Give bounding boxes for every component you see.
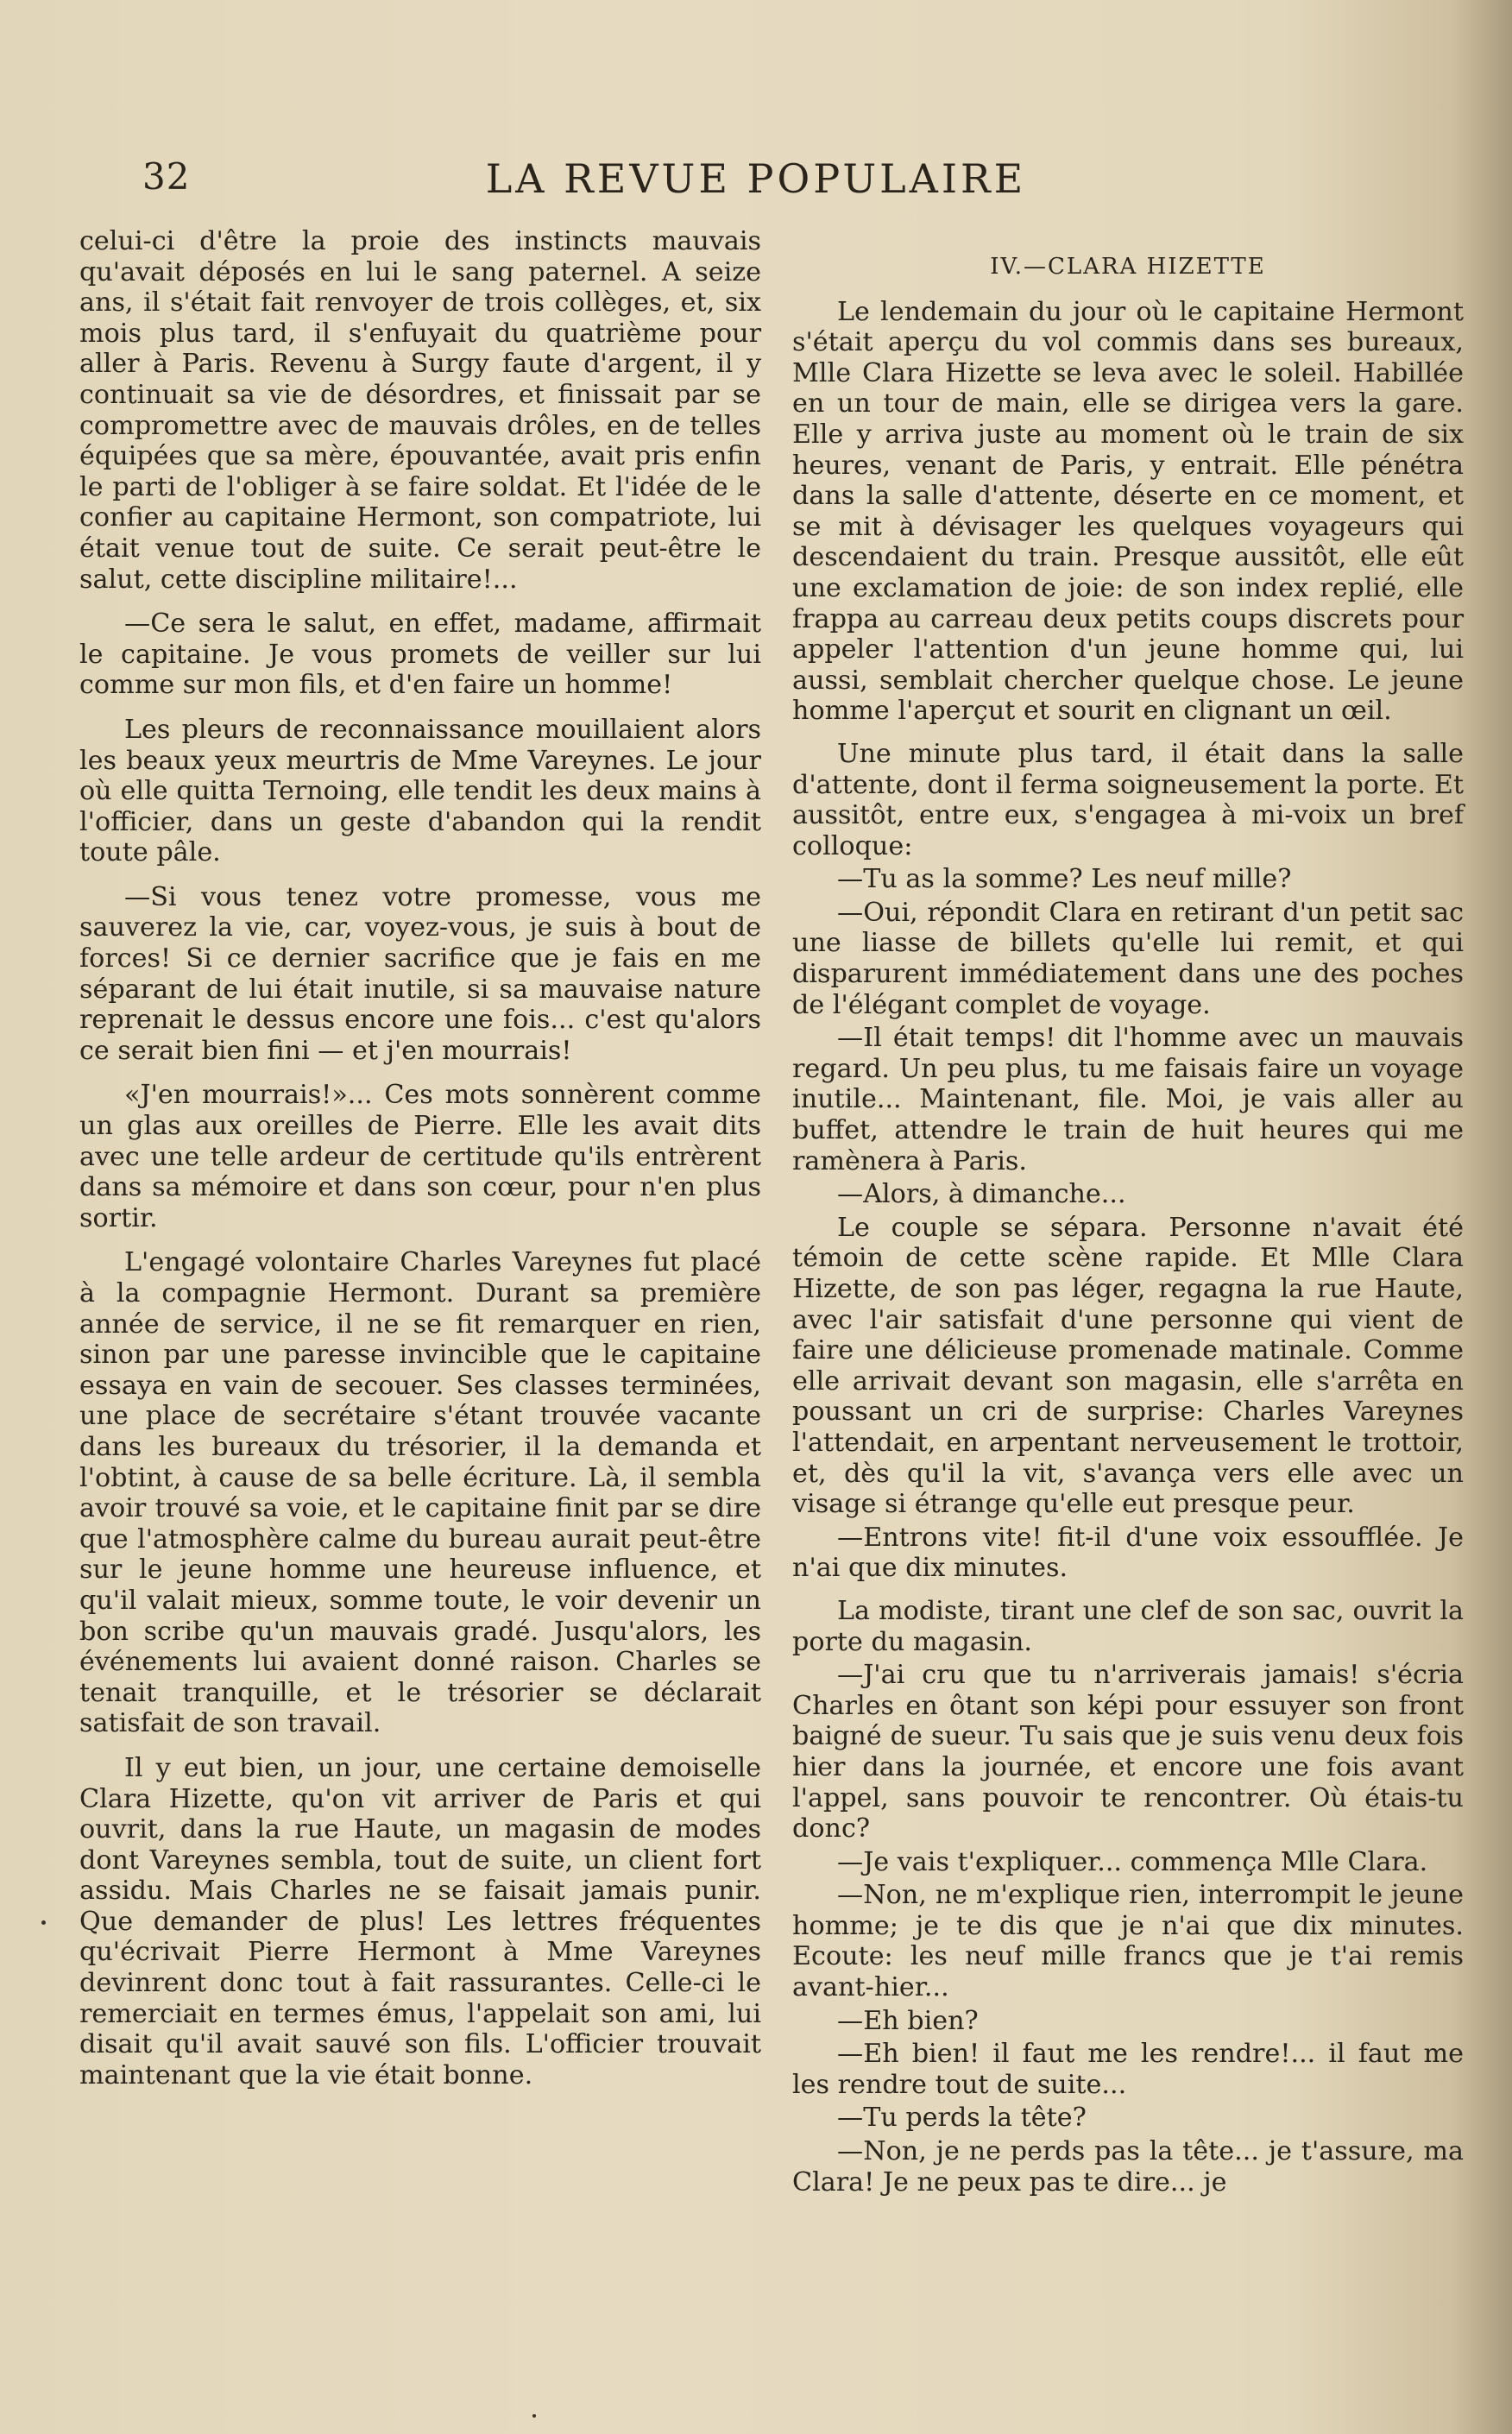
paragraph: Le couple se sépara. Personne n'avait été témoin de cette scène rapide. Et Mlle Clara Hizette, de son pas léger, regagna la rue Haute, avec l'air satisfait d'une personne qui vient de faire une délicieuse promenade matinale. Comme elle arrivait devant son magasin, elle s'arrêta en poussant un cri de surprise: Charles Vareynes l'attendait, en arpentant nerveusement le trottoir, et, dès qu'il la vit, s'avança vers elle avec un visage si étrange qu'elle eut presque peur. — [792, 1212, 1464, 1520]
dialogue-line: —Oui, répondit Clara en retirant d'un petit sac une liasse de billets qu'elle lui remit, et qui disparurent immédiatement dans une des poches de l'élégant complet de voyage. — [792, 897, 1464, 1020]
paragraph: Le lendemain du jour où le capitaine Hermont s'était aperçu du vol commis dans ses bureaux, Mlle Clara Hizette se leva avec le soleil. Habillée en un tour de main, elle se dirigea vers la gare. Elle y arriva juste au moment où le train de six heures, venant de Paris, y entrait. Elle pénétra dans la salle d'attente, déserte en ce moment, et se mit à dévisager les quelques voyageurs qui descendaient du train. Presque aussitôt, elle eût une exclamation de joie: de son index replié, elle frappa au carreau deux petits coups discrets pour appeler l'attention d'un jeune homme qui, lui aussi, semblait chercher quelque chose. Le jeune homme l'aperçut et sourit en clignant un œil. — [792, 296, 1464, 727]
paragraph: La modiste, tirant une clef de son sac, ouvrit la porte du magasin. — [792, 1595, 1464, 1657]
paragraph: Une minute plus tard, il était dans la salle d'attente, dont il ferma soigneusement la porte. Et aussitôt, entre eux, s'engagea à mi-voix un bref colloque: — [792, 738, 1464, 861]
section-title: IV.—CLARA HIZETTE — [990, 254, 1266, 280]
page-number: 32 — [142, 155, 191, 198]
dialogue-line: —Eh bien! il faut me les rendre!... il faut me les rendre tout de suite... — [792, 2039, 1464, 2100]
paragraph: Il y eut bien, un jour, une certaine demoiselle Clara Hizette, qu'on vit arriver de Paris et qui ouvrit, dans la rue Haute, un magasin de modes dont Vareynes sembla, tout de suite, un client fort assidu. Mais Charles ne se faisait jamais punir. Que demander de plus! Les lettres fréquentes qu'écrivait Pierre Hermont à Mme Vareynes devinrent donc tout à fait rassurantes. Celle-ci le remerciait en termes émus, l'appelait son ami, lui disait qu'il avait sauvé son fils. L'officier trouvait maintenant que la vie était bonne. — [79, 1752, 761, 2090]
dialogue-line: —Non, ne m'explique rien, interrompit le jeune homme; je te dis que je n'ai que dix minutes. Ecoute: les neuf mille francs que je t'ai remis avant-hier... — [792, 1880, 1464, 2003]
dialogue-line: —Tu as la somme? Les neuf mille? — [837, 864, 1292, 895]
running-title: LA REVUE POPULAIRE — [485, 155, 1027, 202]
dialogue-line: —Non, je ne perds pas la tête... je t'assure, ma Clara! Je ne peux pas te dire... je — [792, 2136, 1464, 2198]
print-speck — [41, 1920, 46, 1925]
dialogue-paragraph: —Si vous tenez votre promesse, vous me sauverez la vie, car, voyez-vous, je suis à bout de forces! Si ce dernier sacrifice que je fais en me séparant de lui était inutile, si sa mauvaise nature reprenait le dessus encore une fois... c'est qu'alors ce serait bien fini — et j'en mourrais! — [79, 881, 761, 1066]
dialogue-line: —Tu perds la tête? — [837, 2103, 1087, 2134]
paragraph: celui-ci d'être la proie des instincts mauvais qu'avait déposés en lui le sang paternel. A seize ans, il s'était fait renvoyer de trois collèges, et, six mois plus tard, il s'enfuyait du quatrième pour aller à Paris. Revenu à Surgy faute d'argent, il y continuait sa vie de désordres, et finissait par se compromettre avec de mauvais drôles, en de telles équipées que sa mère, épouvantée, avait pris enfin le parti de l'obliger à se faire soldat. Et l'idée de le confier au capitaine Hermont, son compatriote, lui était venue tout de suite. Ce serait peut-être le salut, cette discipline militaire!... — [79, 226, 761, 595]
dialogue-paragraph: —Ce sera le salut, en effet, madame, affirmait le capitaine. Je vous promets de veiller sur lui comme sur mon fils, et d'en faire un homme! — [79, 608, 761, 701]
dialogue-line: —Eh bien? — [837, 2005, 979, 2036]
paragraph: L'engagé volontaire Charles Vareynes fut placé à la compagnie Hermont. Durant sa première année de service, il ne se fit remarquer en rien, sinon par une paresse invincible que le capitaine essaya en vain de secouer. Ses classes terminées, une place de secrétaire s'étant trouvée vacante dans les bureaux du trésorier, il la demanda et l'obtint, à cause de sa belle écriture. Là, il sembla avoir trouvé sa voie, et le capitaine finit par se dire que l'atmosphère calme du bureau aurait peut-être sur le jeune homme une heureuse influence, et qu'il valait mieux, somme toute, le voir devenir un bon scribe qu'un mauvais gradé. Jusqu'alors, les événements lui avaient donné raison. Charles se tenait tranquille, et le trésorier se déclarait satisfait de son travail. — [79, 1247, 761, 1739]
page-header — [0, 155, 1512, 207]
dialogue-line: —Je vais t'expliquer... commença Mlle Clara. — [837, 1846, 1428, 1877]
dialogue-line: —Il était temps! dit l'homme avec un mauvais regard. Un peu plus, tu me faisais faire un voyage inutile... Maintenant, file. Moi, je vais aller au buffet, attendre le train de huit heures qui me ramènera à Paris. — [792, 1023, 1464, 1176]
paragraph: Les pleurs de reconnaissance mouillaient alors les beaux yeux meurtris de Mme Vareynes. Le jour où elle quitta Ternoing, elle tendit les deux mains à l'officier, dans un geste d'abandon qui la rendit toute pâle. — [79, 714, 761, 868]
dialogue-line: —J'ai cru que tu n'arriverais jamais! s'écria Charles en ôtant son képi pour essuyer son front baigné de sueur. Tu sais que je suis venu deux fois hier dans la journée, et encore une fois avant l'appel, sans pouvoir te rencontrer. Où étais-tu donc? — [792, 1660, 1464, 1844]
print-speck — [532, 2414, 536, 2418]
dialogue-line: —Entrons vite! fit-il d'une voix essoufflée. Je n'ai que dix minutes. — [792, 1522, 1464, 1584]
dialogue-line: —Alors, à dimanche... — [837, 1179, 1126, 1210]
left-column — [79, 226, 761, 2104]
right-column — [792, 252, 1464, 2200]
paragraph: «J'en mourrais!»... Ces mots sonnèrent comme un glas aux oreilles de Pierre. Elle les avait dits avec une telle ardeur de certitude qu'ils entrèrent dans sa mémoire et dans son cœur, pour n'en plus sortir. — [79, 1080, 761, 1233]
